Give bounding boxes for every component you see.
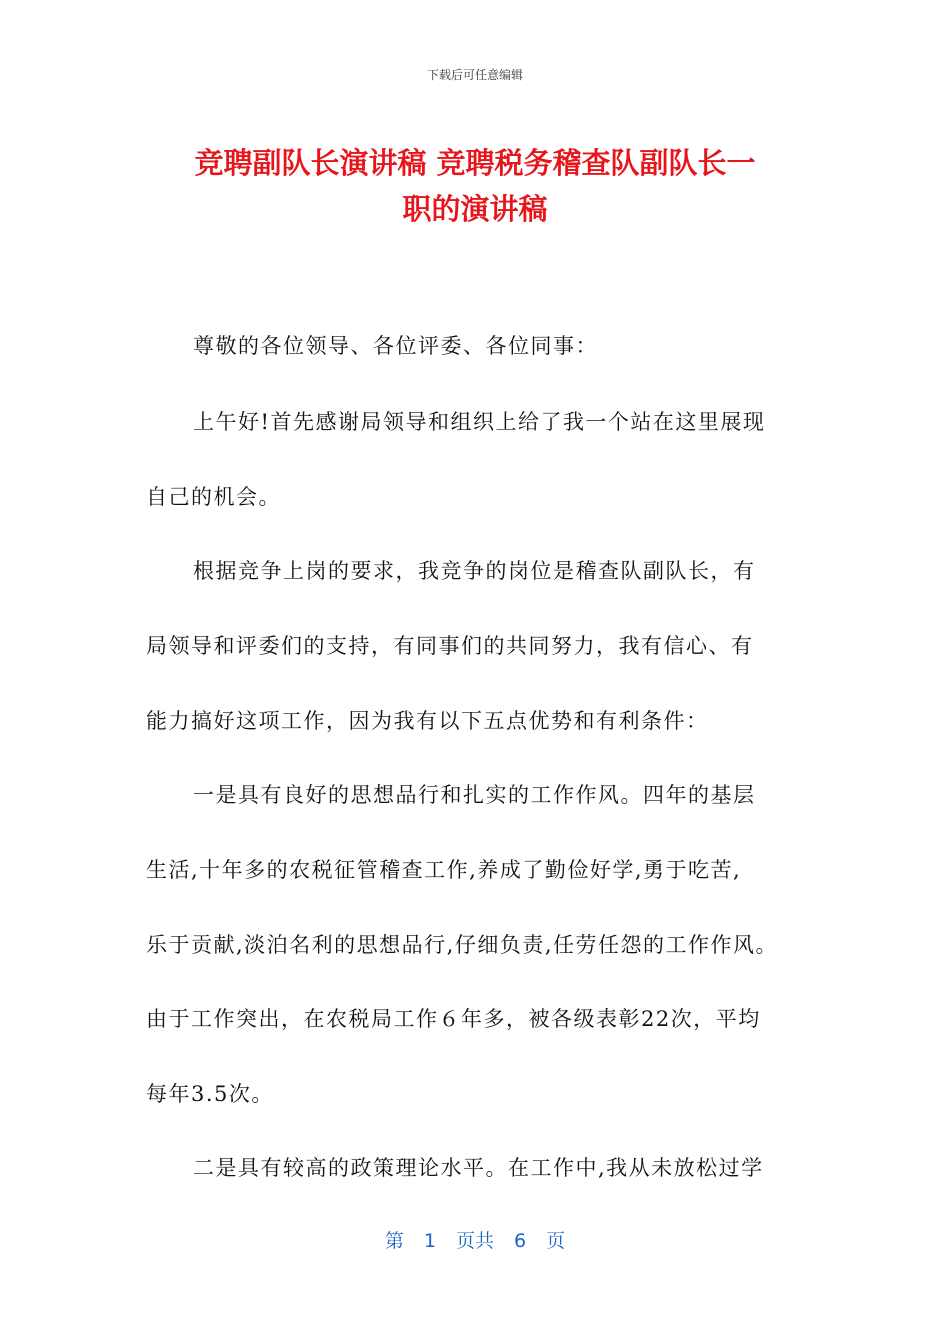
footer-prefix: 第 [384, 1230, 404, 1252]
paragraph-line: 每年3.5次。 [146, 1082, 274, 1106]
paragraph-line: 生活,十年多的农税征管稽查工作,养成了勤俭好学,勇于吃苦, [146, 858, 742, 882]
paragraph-line: 乐于贡献,淡泊名利的思想品行,仔细负责,任劳任怨的工作作风。 [146, 933, 779, 957]
document-title [120, 140, 830, 232]
paragraph-line: 一是具有良好的思想品行和扎实的工作作风。四年的基层 [193, 783, 756, 807]
footer-current-page: 1 [423, 1230, 436, 1252]
paragraph-line: 自己的机会。 [146, 485, 281, 509]
paragraph-line: 局领导和评委们的支持，有同事们的共同努力，我有信心、有 [146, 634, 754, 658]
footer-mid: 页共 [455, 1230, 494, 1252]
footer-total-pages: 6 [514, 1230, 527, 1252]
footer-suffix: 页 [546, 1230, 566, 1252]
paragraph-line: 二是具有较高的政策理论水平。在工作中,我从未放松过学 [193, 1156, 764, 1180]
title-line-2: 职的演讲稿 [402, 192, 548, 226]
paragraph-line: 能力搞好这项工作，因为我有以下五点优势和有利条件： [146, 709, 709, 733]
paragraph-line: 上午好!首先感谢局领导和组织上给了我一个站在这里展现 [193, 410, 766, 434]
paragraph-line: 由于工作突出，在农税局工作６年多，被各级表彰22次，平均 [146, 1007, 761, 1031]
paragraph-line: 尊敬的各位领导、各位评委、各位同事： [193, 334, 598, 358]
page-footer [0, 1226, 950, 1253]
header-note: 下载后可任意编辑 [426, 68, 523, 82]
paragraph-line: 根据竞争上岗的要求，我竞争的岗位是稽查队副队长，有 [193, 559, 756, 583]
title-line-1: 竞聘副队长演讲稿 竞聘税务稽查队副队长一 [194, 146, 756, 180]
